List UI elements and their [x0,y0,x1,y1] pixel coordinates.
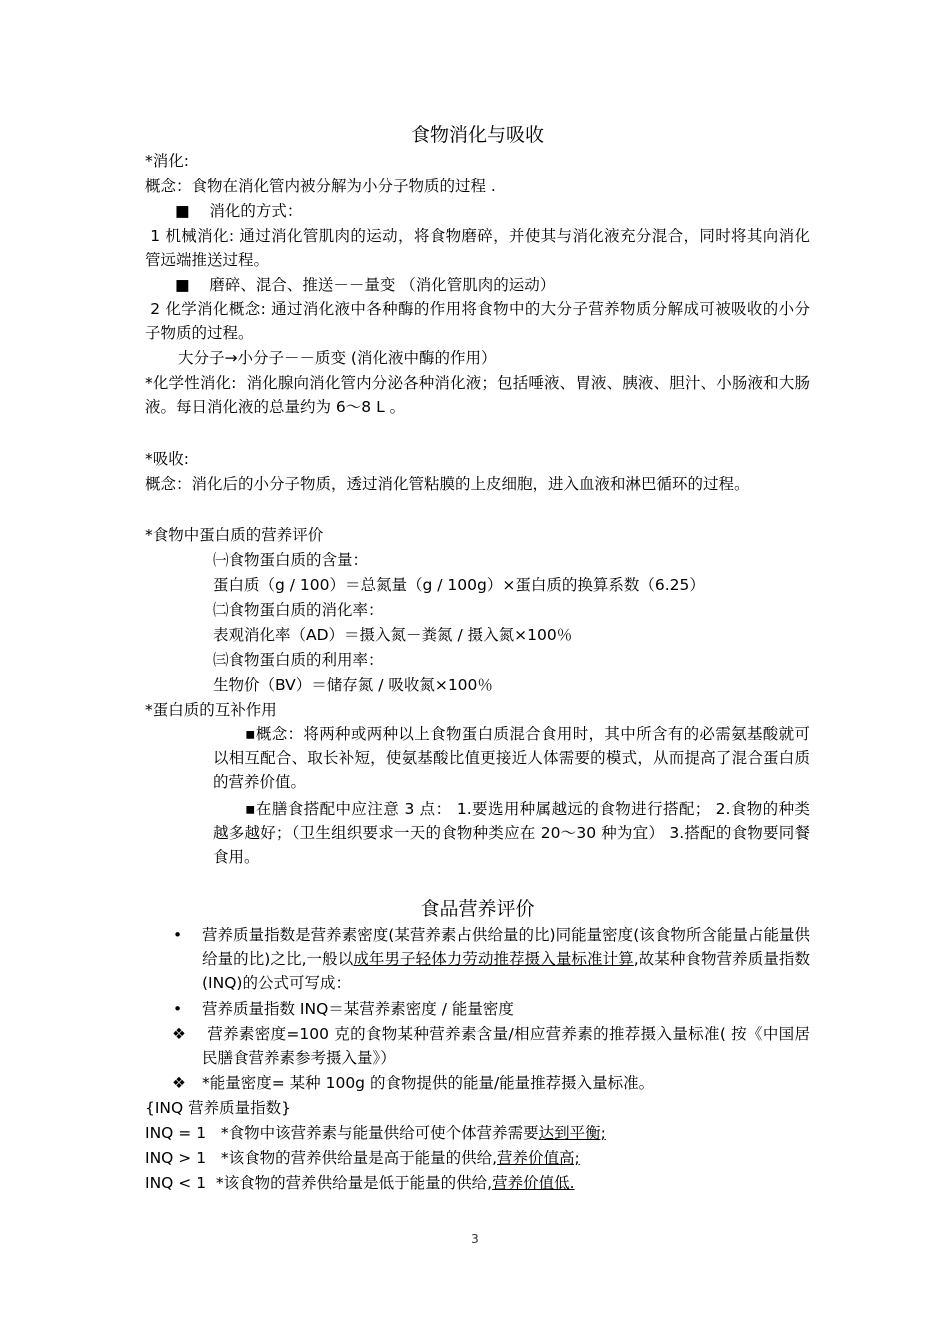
chemical-note: 大分子→小分子－－质变 (消化液中酶的作用） [178,349,497,367]
energy-density-definition: *能量密度= 某种 100g 的食物提供的能量/能量推荐摄入量标准。 [202,1074,655,1092]
diamond-bullet-icon: ❖ [172,1025,186,1043]
inq-greater-underlined: 营养价值高; [497,1149,580,1167]
nutrient-density-definition: 营养素密度=100 克的食物某种营养素含量/相应营养素的推荐摄入量标准( 按《中国居民膳食营养素参考摄入量》） [202,1025,810,1068]
digestion-concept: 概念：食物在消化管内被分解为小分子物质的过程 . [145,177,496,195]
mechanical-note: ■ 磨碎、混合、推送－－量变 （消化管肌肉的运动） [175,276,556,294]
protein-content-formula: 蛋白质（g / 100）＝总氮量（g / 100g）×蛋白质的换算系数（6.25） [213,576,705,594]
protein-digestibility-formula: 表观消化率（AD）＝摄入氮－粪氮 / 摄入氮×100％ [213,626,573,644]
inq-less-row [145,1171,810,1195]
inq-equal-underlined: 达到平衡; [538,1124,606,1142]
chemical-digestion: *化学性消化: 消化腺向消化管内分泌各种消化液；包括唾液、胃液、胰液、胆汁、小肠液和大肠液。每日消化液的总量约为 6～8 L 。 [145,374,810,417]
digestion-heading: *消化: [145,152,189,170]
digestion-ways: ■ 消化的方式： [175,202,303,220]
page-number: 3 [471,1232,479,1246]
inq-less-text: INQ < 1 *该食物的营养供给量是低于能量的供给, [145,1174,493,1192]
complement-concept: ▪概念：将两种或两种以上食物蛋白质混合食用时，其中所含有的必需氨基酸就可以相互配合、取长补短，使氨基酸比值更接近人体需要的模式，从而提高了混合蛋白质的营养价值。 [213,725,810,792]
protein-utilization-formula: 生物价（BV）＝储存氮 / 吸收氮×100％ [213,676,493,694]
section-title-nutrition: 食品营养评价 [420,898,535,920]
diamond-bullet-icon: ❖ [172,1074,186,1092]
inq-equal-text: INQ = 1 *食物中该营养素与能量供给可使个体营养需要 [145,1124,539,1142]
inq-definition-underlined: 成年男子轻体力劳动推荐摄入量标准计算 [353,950,634,969]
bullet-dot-icon: • [173,926,183,944]
absorption-concept: 概念：消化后的小分子物质，透过消化管粘膜的上皮细胞，进入血液和淋巴循环的过程。 [145,475,750,493]
protein-content-heading: ㈠食物蛋白质的含量： [213,551,369,569]
section-title-digestion: 食物消化与吸收 [410,124,544,146]
inq-heading: {INQ 营养质量指数} [145,1099,292,1117]
mechanical-digestion: 1 机械消化: 通过消化管肌肉的运动，将食物磨碎，并使其与消化液充分混合，同时将其向消化管远端推送过程。 [145,227,810,270]
protein-utilization-heading: ㈢食物蛋白质的利用率： [213,651,384,669]
bullet-dot-icon: • [173,1000,183,1018]
inq-greater-row [145,1146,810,1170]
inq-less-underlined: 营养价值低. [492,1174,575,1192]
inq-definition [202,923,810,996]
inq-definition-text-b: ,故某种食物营养质量指数(INQ)的公式可写成： [202,950,810,993]
inq-equal-row [145,1121,810,1145]
absorption-heading: *吸收: [145,450,189,468]
complement-heading: *蛋白质的互补作用 [145,701,277,719]
protein-evaluation-heading: *食物中蛋白质的营养评价 [145,526,324,544]
inq-formula: 营养质量指数 INQ＝某营养素密度 / 能量密度 [202,1000,514,1018]
inq-greater-text: INQ > 1 *该食物的营养供给量是高于能量的供给, [145,1149,498,1167]
inq-definition-text-a: 营养质量指数是营养素密度(某营养素占供给量的比)同能量密度(该食物所含能量占能量供给量的比)之比,一般以 [202,926,810,969]
complement-points: ▪在膳食搭配中应注意 3 点： 1.要选用种属越远的食物进行搭配； 2.食物的种类越多越好；（卫生组织要求一天的食物种类应在 20～30 种为宜） 3.搭配的食物要同餐食用。 [213,800,810,867]
protein-digestibility-heading: ㈡食物蛋白质的消化率： [213,601,384,619]
chemical-digestion-concept: 2 化学消化概念: 通过消化液中各种酶的作用将食物中的大分子营养物质分解成可被吸收的小分子物质的过程。 [145,300,810,343]
